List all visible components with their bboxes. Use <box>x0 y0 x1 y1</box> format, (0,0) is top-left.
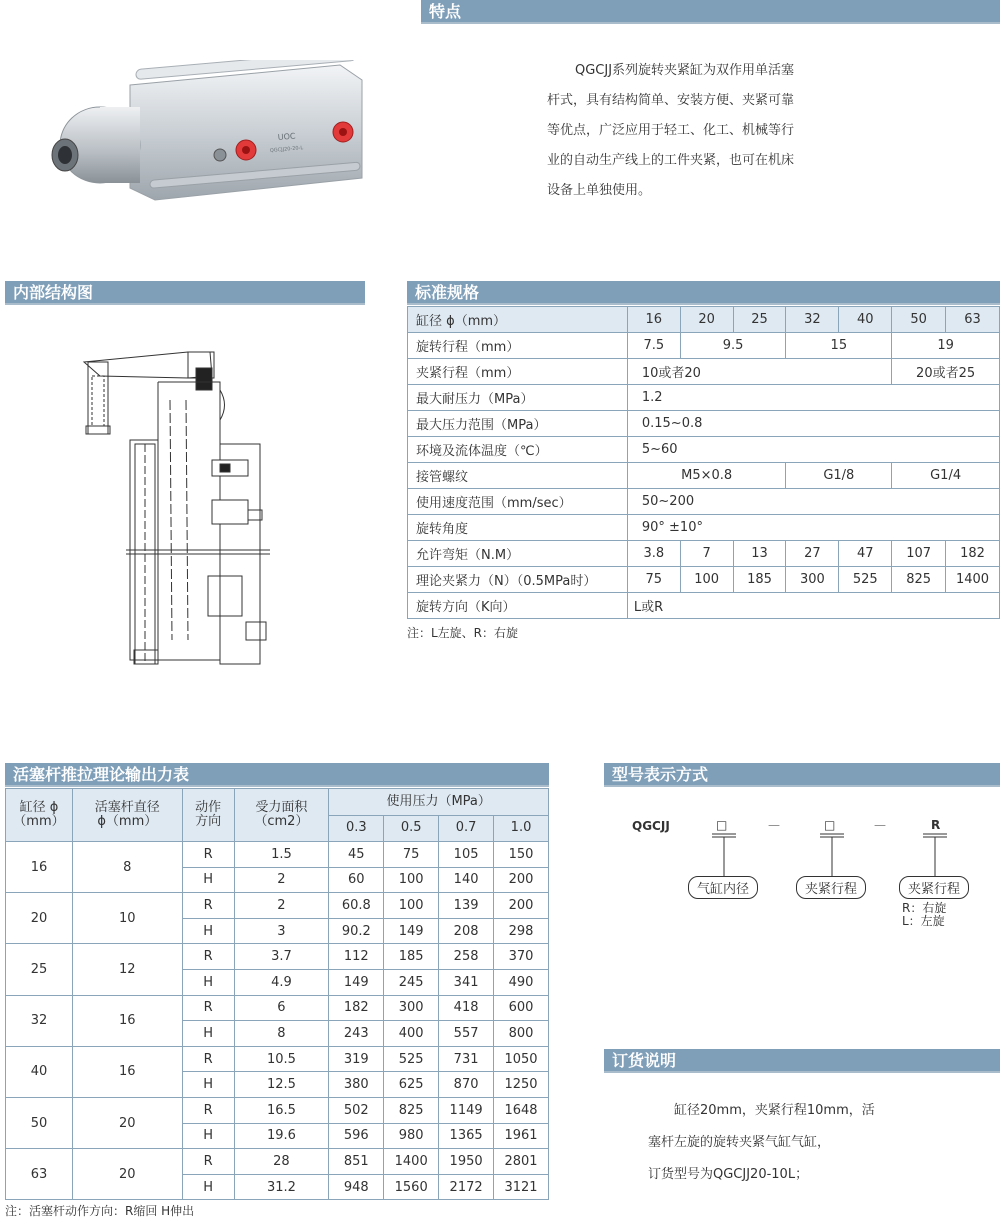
order-header: 订货说明 <box>604 1049 1000 1073</box>
spec-label: 允许弯矩（N.M） <box>408 541 628 567</box>
force-cell: 258 <box>439 944 494 970</box>
spec-cell: 300 <box>786 567 839 593</box>
force-cell: 319 <box>329 1046 384 1072</box>
area-cell: 8 <box>234 1021 329 1047</box>
force-cell: 3121 <box>494 1174 549 1200</box>
features-line: 设备上单独使用。 <box>547 183 652 198</box>
spec-cell: 50 <box>892 307 946 333</box>
model-label-clamp: 夹紧行程 <box>899 876 969 899</box>
table-row <box>6 1046 549 1072</box>
rod-cell: 16 <box>72 995 182 1046</box>
features-line: 业的自动生产线上的工件夹紧，也可在机床 <box>547 153 795 168</box>
force-header-pressure-value: 1.0 <box>494 815 549 842</box>
header-line: 活塞杆直径 <box>94 800 160 815</box>
force-cell: 731 <box>439 1046 494 1072</box>
force-cell: 60.8 <box>329 893 384 919</box>
order-text <box>648 1095 988 1191</box>
spec-cell: 100 <box>680 567 733 593</box>
model-header: 型号表示方式 <box>604 763 1000 787</box>
header-line: 受力面积 <box>255 800 308 815</box>
force-header-rod <box>72 789 182 842</box>
area-cell: 10.5 <box>234 1046 329 1072</box>
force-cell: 1560 <box>384 1174 439 1200</box>
model-label-bore: 气缸内径 <box>688 876 758 899</box>
spec-cell: 32 <box>786 307 839 333</box>
bore-cell: 32 <box>6 995 73 1046</box>
area-cell: 4.9 <box>234 969 329 995</box>
spec-table <box>407 306 1000 619</box>
force-table-body <box>6 842 549 1200</box>
spec-cell: 16 <box>627 307 680 333</box>
spec-cell: L或R <box>627 593 999 619</box>
force-cell: 245 <box>384 969 439 995</box>
spec-cell: 10或者20 <box>627 359 891 385</box>
spec-cell: 1.2 <box>627 385 999 411</box>
force-cell: 150 <box>494 842 549 868</box>
force-cell: 75 <box>384 842 439 868</box>
force-cell: 90.2 <box>329 918 384 944</box>
force-cell: 870 <box>439 1072 494 1098</box>
force-header-row <box>6 789 549 816</box>
spec-row-bore <box>408 307 1000 333</box>
spec-cell: 19 <box>892 333 1000 359</box>
spec-label: 缸径 ϕ（mm） <box>408 307 628 333</box>
spec-cell: 63 <box>946 307 1000 333</box>
table-row <box>6 944 549 970</box>
spec-label: 旋转方向（K向） <box>408 593 628 619</box>
features-line: 等优点，广泛应用于轻工、化工、机械等行 <box>547 123 795 138</box>
header-line: 方向 <box>195 814 222 829</box>
table-row <box>6 995 549 1021</box>
force-cell: 100 <box>384 893 439 919</box>
bore-cell: 40 <box>6 1046 73 1097</box>
header-line: 动作 <box>195 800 222 815</box>
spec-label: 使用速度范围（mm/sec） <box>408 489 628 515</box>
spec-cell: 0.15~0.8 <box>627 411 999 437</box>
force-cell: 800 <box>494 1021 549 1047</box>
force-table-note: 注：活塞杆动作方向：R缩回 H伸出 <box>5 1204 195 1218</box>
model-label-stroke: 夹紧行程 <box>796 876 866 899</box>
spec-cell: 9.5 <box>680 333 786 359</box>
spec-cell: 25 <box>733 307 786 333</box>
force-cell: 980 <box>384 1123 439 1149</box>
product-model-print: QGCJJ20-20-L <box>269 145 304 154</box>
spec-row-clamp-force <box>408 567 1000 593</box>
area-cell: 3.7 <box>234 944 329 970</box>
spec-cell: 27 <box>786 541 839 567</box>
model-box-2: □ <box>824 818 836 832</box>
spec-cell: 1400 <box>946 567 1000 593</box>
force-cell: 182 <box>329 995 384 1021</box>
force-cell: 2172 <box>439 1174 494 1200</box>
spec-cell: 185 <box>733 567 786 593</box>
force-cell: 1400 <box>384 1149 439 1175</box>
rod-cell: 20 <box>72 1149 182 1200</box>
model-diagram <box>604 788 1000 938</box>
model-dash-1: — <box>768 818 780 832</box>
direction-cell: R <box>182 1097 234 1123</box>
force-cell: 1050 <box>494 1046 549 1072</box>
spec-cell: 13 <box>733 541 786 567</box>
area-cell: 1.5 <box>234 842 329 868</box>
spec-cell: G1/8 <box>786 463 892 489</box>
spec-cell: 525 <box>839 567 892 593</box>
direction-cell: R <box>182 995 234 1021</box>
force-cell: 200 <box>494 867 549 893</box>
force-cell: 625 <box>384 1072 439 1098</box>
force-header-bore <box>6 789 73 842</box>
spec-label: 旋转角度 <box>408 515 628 541</box>
spec-row-pressure-range <box>408 411 1000 437</box>
spec-cell: 3.8 <box>627 541 680 567</box>
header-line: ϕ（mm） <box>97 814 158 829</box>
spec-cell: 50~200 <box>627 489 999 515</box>
direction-cell: R <box>182 1046 234 1072</box>
force-cell: 341 <box>439 969 494 995</box>
force-cell: 60 <box>329 867 384 893</box>
force-cell: 208 <box>439 918 494 944</box>
header-line: 缸径 ϕ <box>19 800 59 815</box>
rod-cell: 10 <box>72 893 182 944</box>
spec-label: 旋转行程（mm） <box>408 333 628 359</box>
force-cell: 1250 <box>494 1072 549 1098</box>
force-header-pressure-value: 0.7 <box>439 815 494 842</box>
spec-cell: 7 <box>680 541 733 567</box>
spec-cell: 825 <box>892 567 946 593</box>
bore-cell: 63 <box>6 1149 73 1200</box>
product-brand: UOC <box>277 131 296 142</box>
area-cell: 19.6 <box>234 1123 329 1149</box>
model-prefix: QGCJJ <box>632 819 670 833</box>
force-cell: 105 <box>439 842 494 868</box>
bore-cell: 16 <box>6 842 73 893</box>
spec-label: 最大压力范围（MPa） <box>408 411 628 437</box>
force-cell: 298 <box>494 918 549 944</box>
spec-cell: 182 <box>946 541 1000 567</box>
area-cell: 2 <box>234 867 329 893</box>
spec-cell: 107 <box>892 541 946 567</box>
direction-cell: H <box>182 969 234 995</box>
model-box-1: □ <box>716 818 728 832</box>
force-header-pressure: 使用压力（MPa） <box>329 789 549 816</box>
features-line: 杆式，具有结构简单、安装方便、夹紧可靠 <box>547 93 795 108</box>
direction-cell: R <box>182 944 234 970</box>
force-cell: 243 <box>329 1021 384 1047</box>
header-line: （mm） <box>13 814 65 829</box>
force-cell: 185 <box>384 944 439 970</box>
force-cell: 2801 <box>494 1149 549 1175</box>
spec-cell: 47 <box>839 541 892 567</box>
order-line: 塞杆左旋的旋转夹紧气缸气缸， <box>648 1135 831 1150</box>
direction-cell: H <box>182 918 234 944</box>
force-cell: 139 <box>439 893 494 919</box>
spec-header: 标准规格 <box>407 281 1000 305</box>
force-table-header: 活塞杆推拉理论输出力表 <box>5 763 549 787</box>
spec-cell: 7.5 <box>627 333 680 359</box>
area-cell: 16.5 <box>234 1097 329 1123</box>
direction-cell: R <box>182 1149 234 1175</box>
table-row <box>6 1097 549 1123</box>
features-line: QGCJJ系列旋转夹紧缸为双作用单活塞 <box>575 63 795 78</box>
order-line: 缸径20mm，夹紧行程10mm，活 <box>674 1103 875 1118</box>
product-image <box>40 60 370 220</box>
force-cell: 100 <box>384 867 439 893</box>
order-line: 订货型号为QGCJJ20-10L； <box>648 1167 809 1182</box>
spec-row-port <box>408 463 1000 489</box>
force-cell: 370 <box>494 944 549 970</box>
force-cell: 149 <box>384 918 439 944</box>
force-cell: 300 <box>384 995 439 1021</box>
direction-cell: H <box>182 1123 234 1149</box>
spec-note: 注：L左旋、R：右旋 <box>407 626 519 640</box>
spec-label: 理论夹紧力（N）（0.5MPa时） <box>408 567 628 593</box>
force-cell: 525 <box>384 1046 439 1072</box>
area-cell: 3 <box>234 918 329 944</box>
rod-cell: 8 <box>72 842 182 893</box>
bore-cell: 20 <box>6 893 73 944</box>
direction-cell: H <box>182 1174 234 1200</box>
area-cell: 2 <box>234 893 329 919</box>
force-cell: 1149 <box>439 1097 494 1123</box>
spec-row-direction <box>408 593 1000 619</box>
table-row <box>6 842 549 868</box>
spec-label: 环境及流体温度（℃） <box>408 437 628 463</box>
force-cell: 149 <box>329 969 384 995</box>
area-cell: 6 <box>234 995 329 1021</box>
table-row <box>6 1149 549 1175</box>
force-cell: 1648 <box>494 1097 549 1123</box>
structure-header: 内部结构图 <box>5 281 365 305</box>
spec-label: 夹紧行程（mm） <box>408 359 628 385</box>
force-cell: 502 <box>329 1097 384 1123</box>
force-cell: 418 <box>439 995 494 1021</box>
force-cell: 490 <box>494 969 549 995</box>
bore-cell: 25 <box>6 944 73 995</box>
spec-cell: 15 <box>786 333 892 359</box>
spec-row-max-pressure <box>408 385 1000 411</box>
rod-cell: 12 <box>72 944 182 995</box>
direction-cell: H <box>182 1021 234 1047</box>
spec-row-rotate-stroke <box>408 333 1000 359</box>
direction-cell: H <box>182 1072 234 1098</box>
force-cell: 1365 <box>439 1123 494 1149</box>
table-row <box>6 893 549 919</box>
spec-row-angle <box>408 515 1000 541</box>
force-cell: 200 <box>494 893 549 919</box>
area-cell: 28 <box>234 1149 329 1175</box>
force-cell: 112 <box>329 944 384 970</box>
force-cell: 557 <box>439 1021 494 1047</box>
force-header-pressure-value: 0.3 <box>329 815 384 842</box>
spec-cell: 75 <box>627 567 680 593</box>
force-table <box>5 788 549 1200</box>
direction-cell: R <box>182 842 234 868</box>
spec-row-speed <box>408 489 1000 515</box>
rod-cell: 16 <box>72 1046 182 1097</box>
force-cell: 380 <box>329 1072 384 1098</box>
spec-cell: 20 <box>680 307 733 333</box>
model-legend-right: R：右旋 <box>902 901 947 915</box>
spec-cell: 90° ±10° <box>627 515 999 541</box>
model-suffix: R <box>931 818 941 832</box>
model-legend-left: L：左旋 <box>902 914 945 928</box>
force-cell: 825 <box>384 1097 439 1123</box>
spec-row-clamp-stroke <box>408 359 1000 385</box>
features-header: 特点 <box>421 0 1000 24</box>
spec-row-moment <box>408 541 1000 567</box>
header-line: （cm2） <box>254 814 309 829</box>
spec-cell: 20或者25 <box>892 359 1000 385</box>
model-dash-2: — <box>874 818 886 832</box>
rod-cell: 20 <box>72 1097 182 1148</box>
spec-cell: G1/4 <box>892 463 1000 489</box>
structure-diagram <box>70 340 310 680</box>
force-cell: 1950 <box>439 1149 494 1175</box>
spec-cell: 5~60 <box>627 437 999 463</box>
force-cell: 596 <box>329 1123 384 1149</box>
force-cell: 400 <box>384 1021 439 1047</box>
model-connector-lines <box>604 788 1000 888</box>
force-cell: 851 <box>329 1149 384 1175</box>
force-header-area <box>234 789 329 842</box>
model-legend <box>902 902 946 928</box>
force-cell: 45 <box>329 842 384 868</box>
force-cell: 600 <box>494 995 549 1021</box>
force-header-direction <box>182 789 234 842</box>
area-cell: 31.2 <box>234 1174 329 1200</box>
direction-cell: R <box>182 893 234 919</box>
spec-label: 最大耐压力（MPa） <box>408 385 628 411</box>
spec-cell: M5×0.8 <box>627 463 786 489</box>
area-cell: 12.5 <box>234 1072 329 1098</box>
force-header-pressure-value: 0.5 <box>384 815 439 842</box>
direction-cell: H <box>182 867 234 893</box>
force-cell: 1961 <box>494 1123 549 1149</box>
spec-label: 接管螺纹 <box>408 463 628 489</box>
spec-row-temperature <box>408 437 1000 463</box>
bore-cell: 50 <box>6 1097 73 1148</box>
force-cell: 140 <box>439 867 494 893</box>
features-text <box>547 56 847 206</box>
force-cell: 948 <box>329 1174 384 1200</box>
spec-cell: 40 <box>839 307 892 333</box>
